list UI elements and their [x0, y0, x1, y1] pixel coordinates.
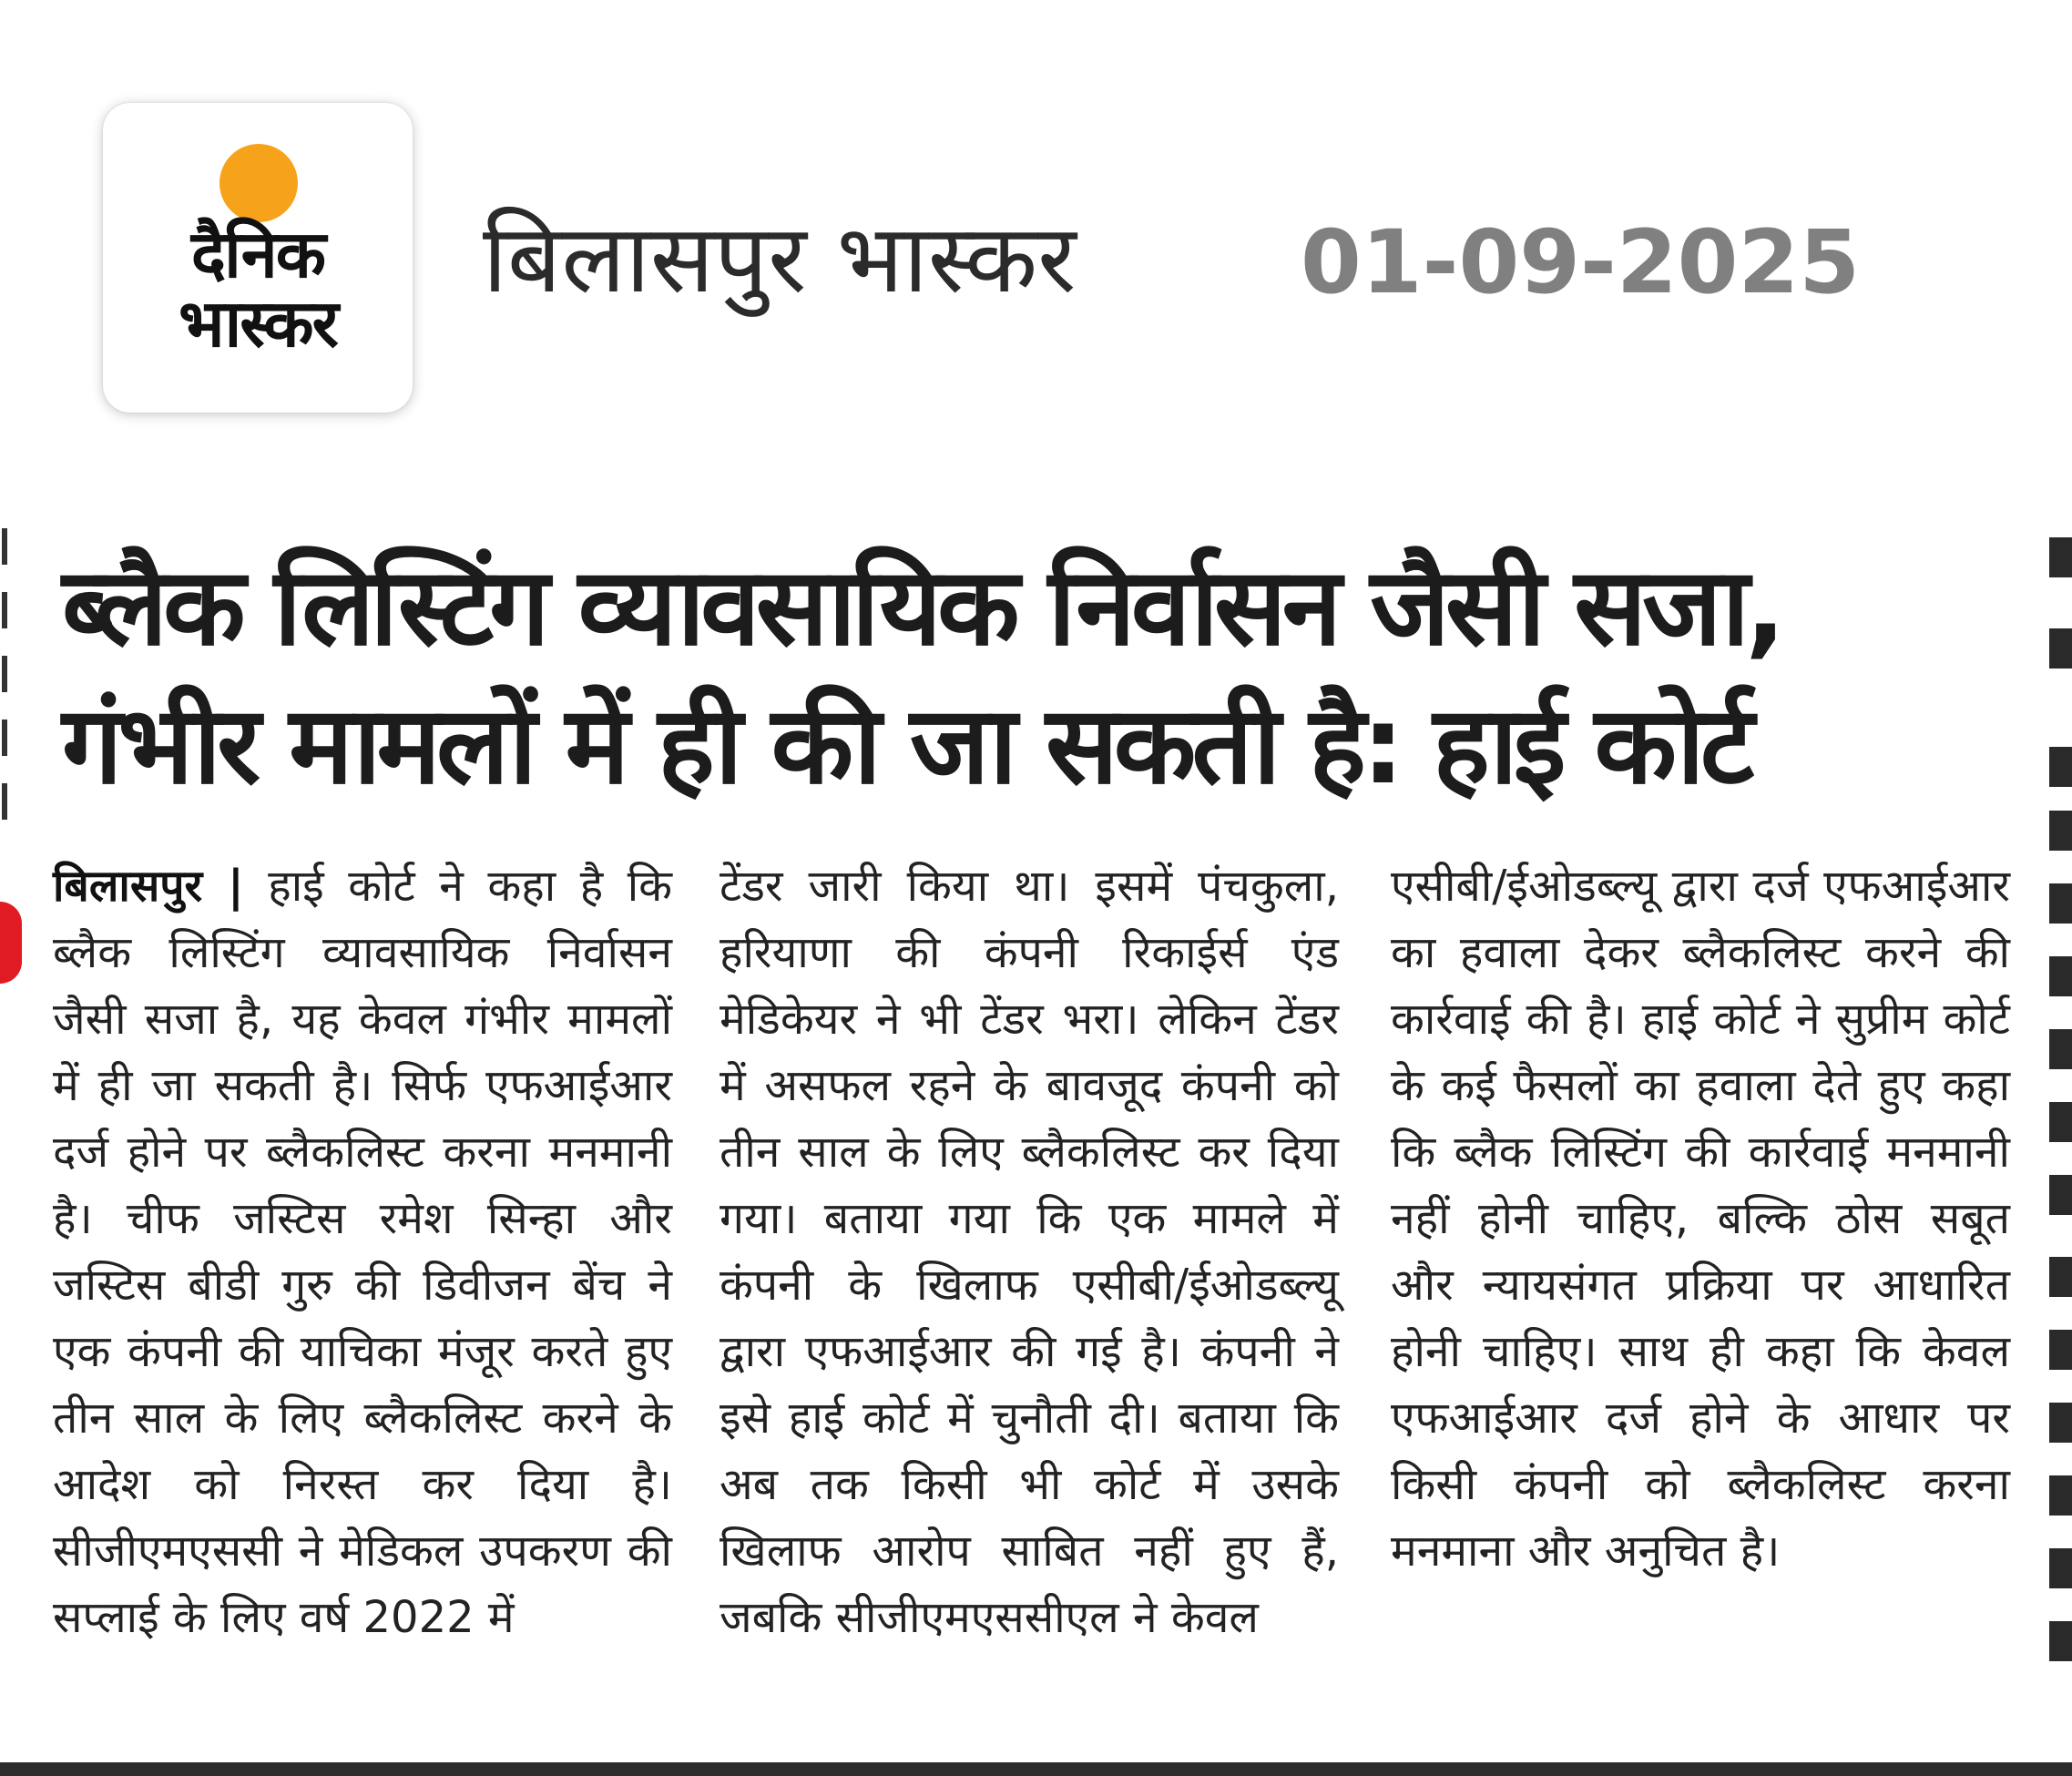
adjacent-column-edge-left [0, 510, 18, 1767]
headline-line-1: ब्लैक लिस्टिंग व्यावसायिक निर्वासन जैसी सजा, [62, 544, 1781, 669]
adjacent-column-edge-right [2049, 537, 2072, 1721]
headline-line-2: गंभीर मामलों में ही की जा सकती है: हाई कोर्ट [62, 682, 1750, 808]
red-marker [0, 902, 22, 984]
edition-date: 01-09-2025 [1301, 211, 1861, 313]
article-column-3 [1391, 853, 2010, 1585]
article-column-1 [53, 853, 672, 1651]
bottom-border [0, 1762, 2072, 1776]
sun-icon [219, 144, 298, 222]
article-column-2 [720, 853, 1339, 1651]
dateline: बिलासपुर | [53, 861, 244, 912]
edition-name: बिलासपुर भास्कर [483, 203, 1077, 314]
column-1-text: हाई कोर्ट ने कहा है कि ब्लैक लिस्टिंग व्यावसायिक निर्वासन जैसी सजा है, यह केवल गंभीर मामलों में ही जा सकती है। सिर्फ एफआईआर दर्ज होने पर ब्लैकलिस्ट करना मनमानी है। चीफ जस्टिस रमेश सिन्हा और जस्टिस बीडी गुरु की डिवीजन बेंच ने एक कंपनी की याचिका मंजूर करते हुए तीन साल के लिए ब्लैकलिस्ट करने के आदेश को निरस्त कर दिया है। सीजीएमएससी ने मेडिकल उपकरण की सप्लाई के लिए वर्ष 2022 में [53, 861, 672, 1643]
logo-text-line-2: भास्कर [178, 285, 338, 362]
column-3-text: एसीबी/ईओडब्ल्यू द्वारा दर्ज एफआईआर का हवाला देकर ब्लैकलिस्ट करने की कार्रवाई की है। हाई कोर्ट ने सुप्रीम कोर्ट के कई फैसलों का हवाला देते हुए कहा कि ब्लैक लिस्टिंग की कार्रवाई मनमानी नहीं होनी चाहिए, बल्कि ठोस सबूत और न्यायसंगत प्रक्रिया पर आधारित होनी चाहिए। साथ ही कहा कि केवल एफआईआर दर्ज होने के आधार पर किसी कंपनी को ब्लैकलिस्ट करना मनमाना और अनुचित है। [1391, 861, 2010, 1577]
column-2-text: टेंडर जारी किया था। इसमें पंचकुला, हरियाणा की कंपनी रिकाईर्स एंड मेडिकेयर ने भी टेंडर भरा। लेकिन टेंडर में असफल रहने के बावजूद कंपनी को तीन साल के लिए ब्लैकलिस्ट कर दिया गया। बताया गया कि एक मामले में कंपनी के खिलाफ एसीबी/ईओडब्ल्यू द्वारा एफआईआर की गई है। कंपनी ने इसे हाई कोर्ट में चुनौती दी। बताया कि अब तक किसी भी कोर्ट में उसके खिलाफ आरोप साबित नहीं हुए हैं, जबकि सीजीएमएससीएल ने केवल [720, 861, 1339, 1643]
logo-text-line-1: दैनिक [190, 216, 325, 292]
article-headline [62, 537, 1965, 814]
newspaper-logo [103, 103, 413, 413]
